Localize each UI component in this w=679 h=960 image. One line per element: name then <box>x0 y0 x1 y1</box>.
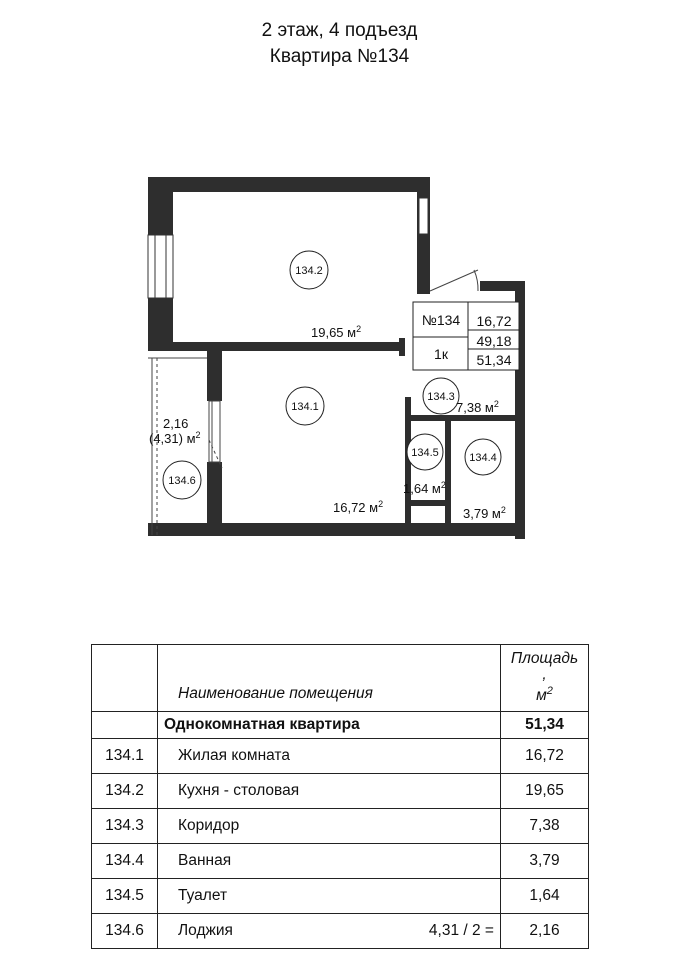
group-total-cell: 51,34 <box>501 712 589 739</box>
row-name: Ванная <box>158 844 501 879</box>
row-name: Лоджия <box>178 922 233 939</box>
kitchen-window <box>148 235 173 298</box>
room-area-134-1: 16,72 $м^2$ <box>333 499 384 515</box>
table-group-row <box>92 712 589 739</box>
apartment-title: Квартира №134 <box>269 46 410 67</box>
table-row <box>92 774 589 809</box>
row-area: 16,72 <box>501 739 589 774</box>
room-marker-134-1 <box>286 387 324 425</box>
header-area-cell <box>501 645 589 712</box>
row-num: 134.5 <box>92 879 158 914</box>
room-schedule-table <box>91 644 589 949</box>
info-area-excl-loggia: 49,18 <box>476 333 512 349</box>
row-num: 134.1 <box>92 739 158 774</box>
room-marker-134-3 <box>423 378 459 414</box>
table-row <box>92 844 589 879</box>
header-area-unit: м <box>536 687 547 705</box>
info-room-count: 1к <box>434 346 448 362</box>
room-area-134-6: 2,16 <box>163 416 189 431</box>
room-area-134-5: 1,64 $м^2$ <box>403 480 446 496</box>
room-marker-134-2 <box>290 251 328 289</box>
room-id: 134.4 <box>469 452 497 464</box>
row-name: Коридор <box>158 809 501 844</box>
room-marker-134-5 <box>407 434 443 470</box>
room-area-134-6-full: (4,31) $м^2$ <box>149 430 201 446</box>
row-num: 134.4 <box>92 844 158 879</box>
header-name-cell: Наименование помещения <box>158 645 501 712</box>
row-area: 1,64 <box>501 879 589 914</box>
group-num-cell <box>92 712 158 739</box>
floor-entrance-title: 2 этаж, 4 подъезд <box>261 20 418 41</box>
header-area-label: Площадь , <box>510 650 579 684</box>
info-apartment-number: №134 <box>421 312 461 328</box>
table-row <box>92 739 589 774</box>
table-row <box>92 914 589 949</box>
table-header-row <box>92 645 589 712</box>
row-name: Туалет <box>158 879 501 914</box>
room-area-134-4: 3,79 $м^2$ <box>463 505 506 521</box>
row-name: Жилая комната <box>158 739 501 774</box>
row-num: 134.6 <box>92 914 158 949</box>
row-area: 19,65 <box>501 774 589 809</box>
room-id: 134.3 <box>427 391 455 403</box>
row-num: 134.2 <box>92 774 158 809</box>
info-total-area: 51,34 <box>476 352 512 368</box>
header-area-unit-sup: 2 <box>546 685 553 698</box>
vent-shaft <box>419 198 428 234</box>
row-area: 3,79 <box>501 844 589 879</box>
entrance-door <box>430 270 478 291</box>
group-name-cell: Однокомнатная квартира <box>158 712 501 739</box>
row-area: 2,16 <box>501 914 589 949</box>
row-formula: 4,31 / 2 = <box>428 922 494 939</box>
row-num: 134.3 <box>92 809 158 844</box>
table-row <box>92 879 589 914</box>
row-name-cell <box>158 914 501 949</box>
header-num-cell <box>92 645 158 712</box>
room-id: 134.1 <box>291 401 319 413</box>
room-marker-134-4 <box>465 439 501 475</box>
room-id: 134.5 <box>411 447 439 459</box>
row-area: 7,38 <box>501 809 589 844</box>
room-area-134-3: 7,38 $м^2$ <box>456 399 499 415</box>
room-id: 134.6 <box>168 475 196 487</box>
apartment-info-box <box>413 302 519 370</box>
row-name: Кухня - столовая <box>158 774 501 809</box>
room-area-134-2: 19,65 $м^2$ <box>311 324 362 340</box>
room-id: 134.2 <box>295 265 323 277</box>
info-living-area: 16,72 <box>476 313 512 329</box>
room-marker-134-6 <box>163 461 201 499</box>
table-row <box>92 809 589 844</box>
